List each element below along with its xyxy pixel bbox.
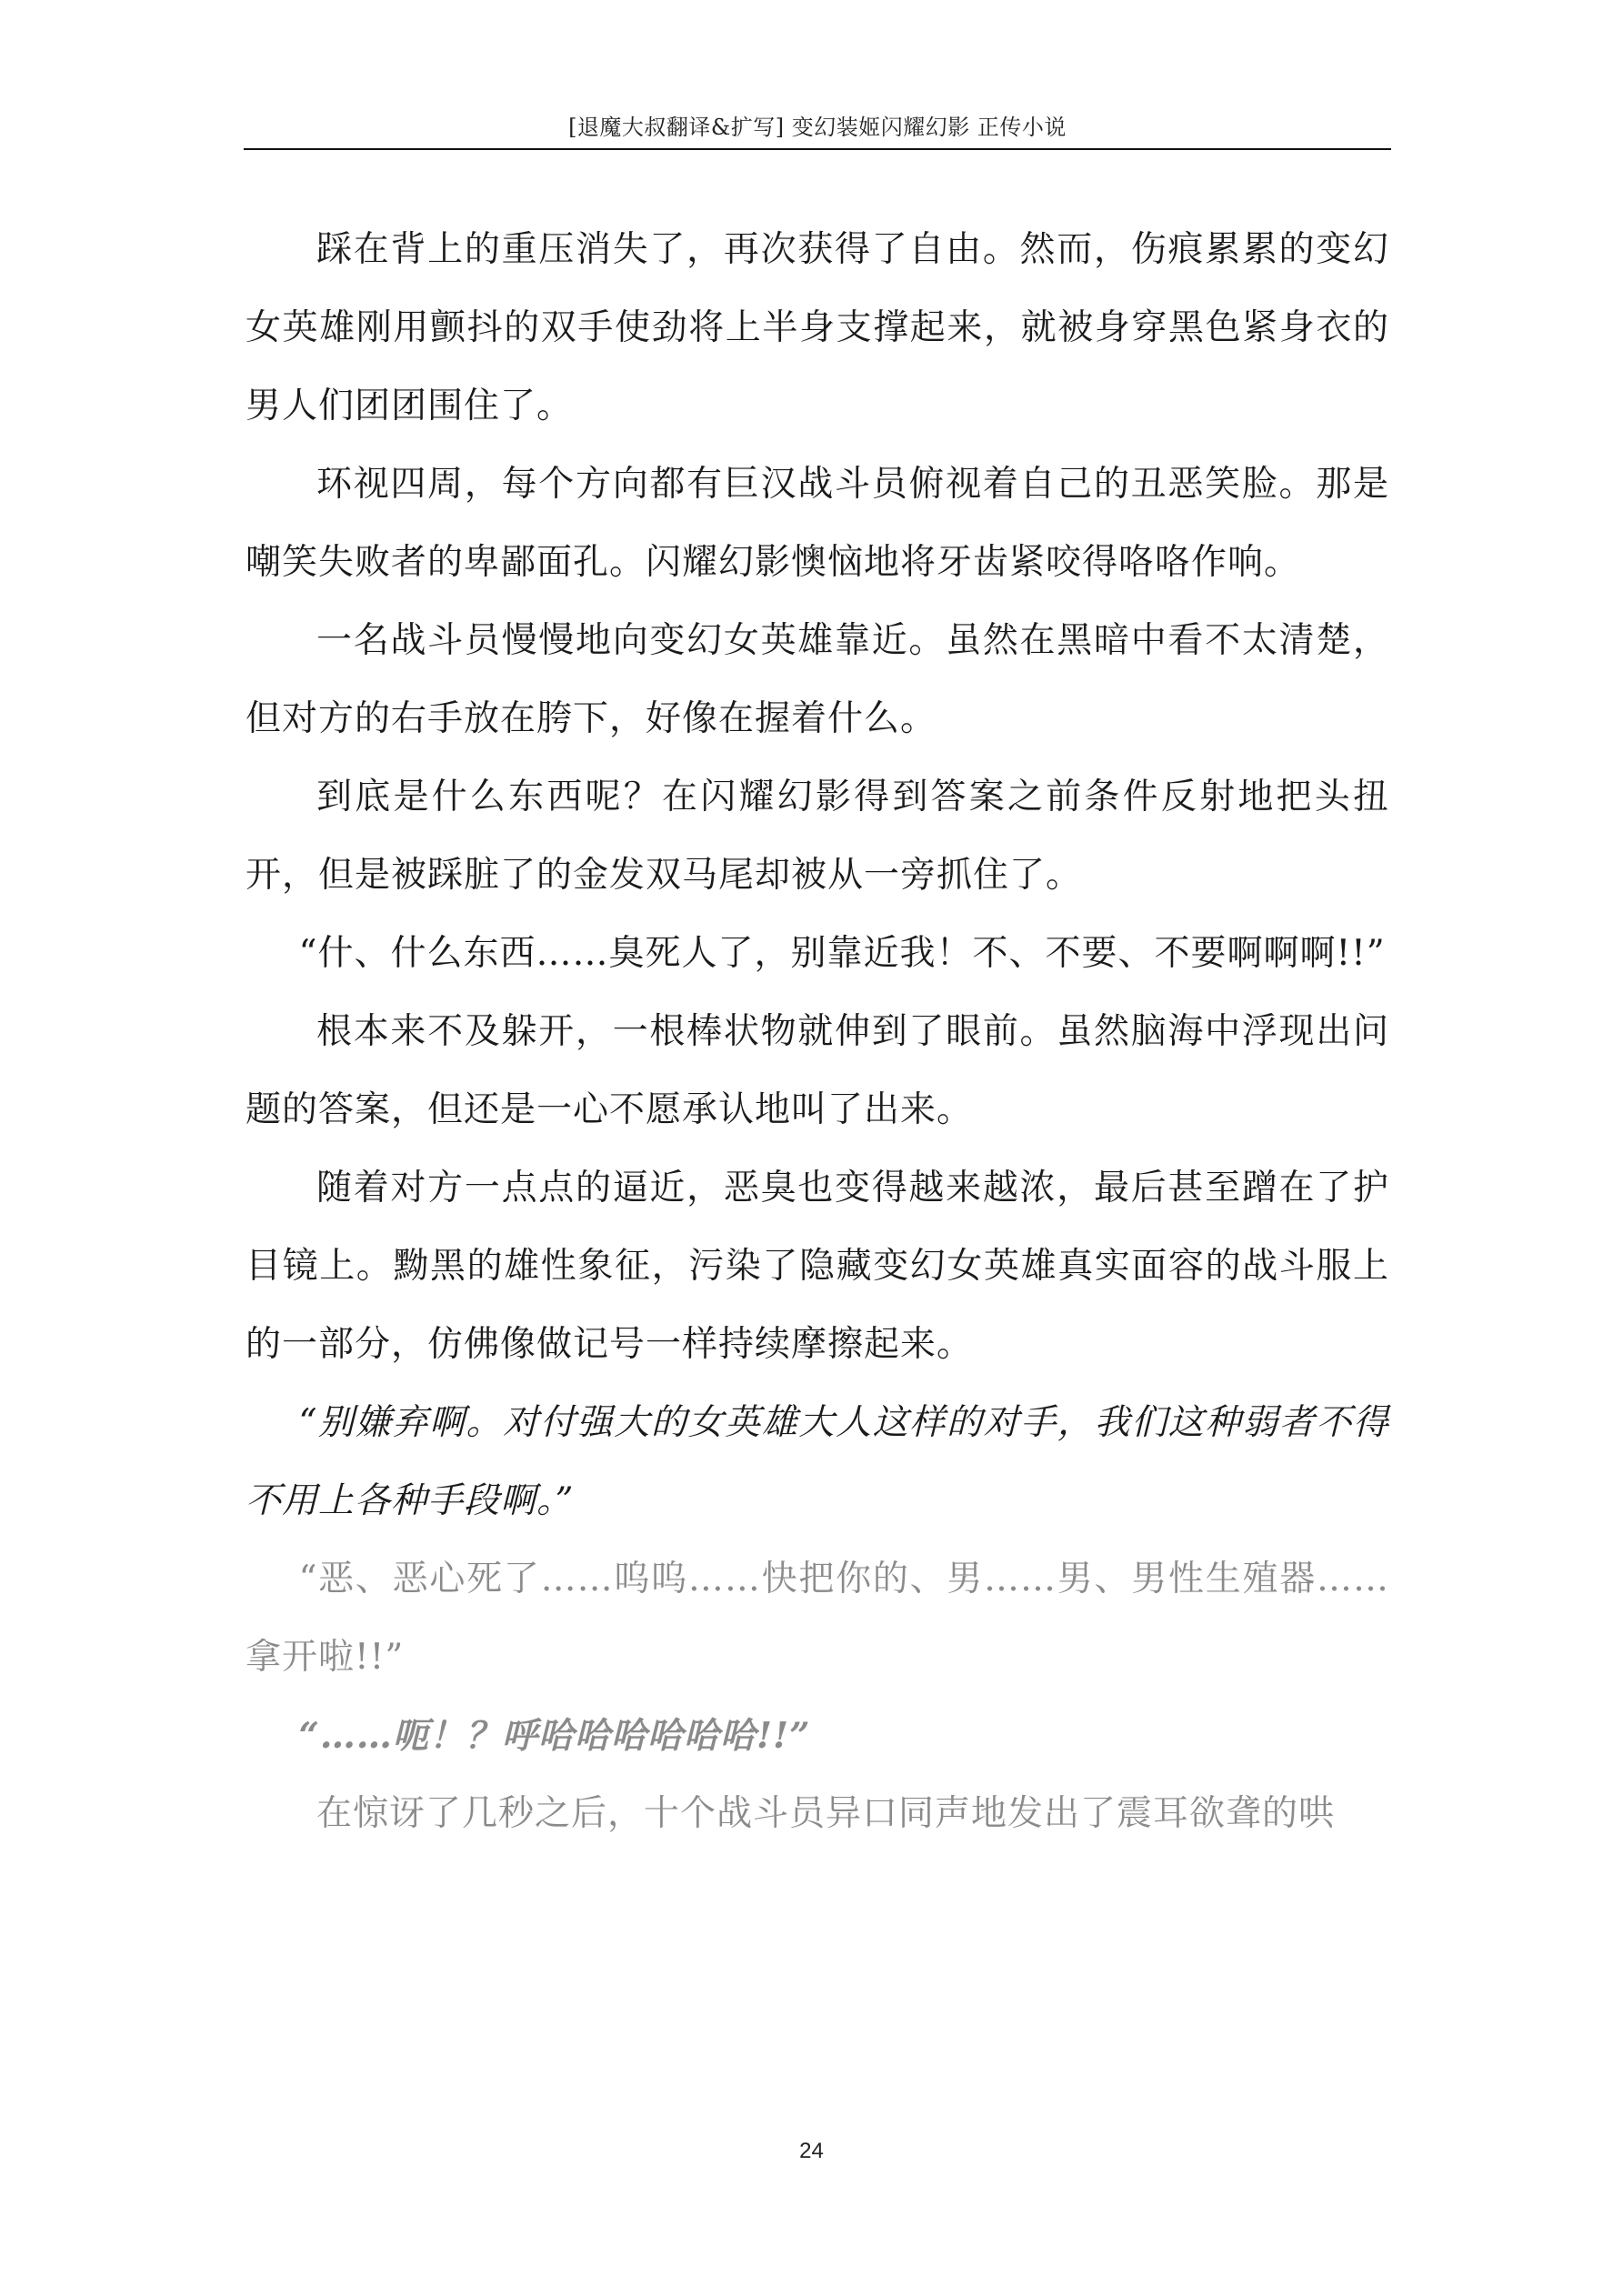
- dialogue-4: “……呃！？呼哈哈哈哈哈哈!!”: [298, 1715, 811, 1757]
- paragraph-3: 一名战斗员慢慢地向变幻女英雄靠近。虽然在黑暗中看不太清楚，但对方的右手放在胯下，好像在握着什么。: [245, 620, 1389, 739]
- dialogue-3: “恶、恶心死了……呜呜……快把你的、男……男、男性生殖器……拿开啦!!”: [245, 1559, 1389, 1678]
- paragraph-1: 踩在背上的重压消失了，再次获得了自由。然而，伤痕累累的变幻女英雄刚用颤抖的双手使劲将上半身支撑起来，就被身穿黑色紧身衣的男人们团团围住了。: [245, 229, 1389, 426]
- paragraph-7: 在惊讶了几秒之后，十个战斗员异口同声地发出了震耳欲聋的哄: [316, 1793, 1336, 1834]
- page-number: 24: [799, 2139, 824, 2163]
- dialogue-2: “别嫌弃啊。对付强大的女英雄大人这样的对手，我们这种弱者不得不用上各种手段啊。”: [245, 1402, 1389, 1521]
- dialogue-1: “什、什么东西……臭死人了，别靠近我！不、不要、不要啊啊啊!!”: [298, 933, 1386, 974]
- paragraph-6: 随着对方一点点的逼近，恶臭也变得越来越浓，最后甚至蹭在了护目镜上。黝黑的雄性象征，污染了隐藏变幻女英雄真实面容的战斗服上的一部分，仿佛像做记号一样持续摩擦起来。: [245, 1168, 1389, 1365]
- paragraph-5: 根本来不及躲开，一根棒状物就伸到了眼前。虽然脑海中浮现出问题的答案，但还是一心不愿承认地叫了出来。: [245, 1011, 1389, 1130]
- paragraph-2: 环视四周，每个方向都有巨汉战斗员俯视着自己的丑恶笑脸。那是嘲笑失败者的卑鄙面孔。闪耀幻影懊恼地将牙齿紧咬得咯咯作响。: [245, 464, 1389, 583]
- header-divider: [244, 148, 1391, 150]
- paragraph-4: 到底是什么东西呢？在闪耀幻影得到答案之前条件反射地把头扭开，但是被踩脏了的金发双马尾却被从一旁抓住了。: [245, 777, 1389, 896]
- page-header: [退魔大叔翻译&扩写] 变幻装姬闪耀幻影 正传小说: [568, 115, 1067, 140]
- body-text: [245, 211, 1389, 1853]
